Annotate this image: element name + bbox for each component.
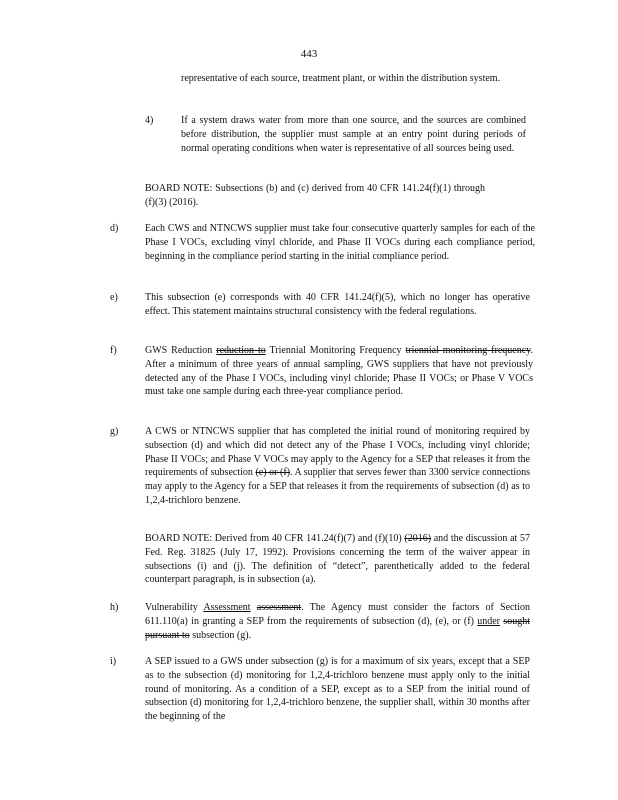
g-deleted-1: (e) or (f) [255, 467, 291, 479]
note2-deleted-1: (2016) [404, 533, 432, 544]
subsection-d-text: Each CWS and NTNCWS supplier must take four consecutive quarterly samples for each of the Phase I VOCs, excluding vinyl chloride, and Phase II VOCs during each compliance period, beginning in the compliance period starting in the initial compliance period. [145, 223, 535, 262]
subsection-f-text [145, 344, 533, 399]
h-text-1: Vulnerability [145, 602, 204, 613]
item-4-text: If a system draws water from more than one source, and the sources are combined before distribution, the supplier must sample at an entry point during periods of normal operating conditions when water is representative of all sources being used. [181, 115, 526, 154]
f-deleted-2: triennial monitoring frequency [405, 345, 531, 356]
note2-text-1: BOARD NOTE: Derived from 40 CFR 141.24(f)(7) and (f)(10) [145, 533, 405, 544]
continued-paragraph: representative of each source, treatment plant, or within the distribution system. [181, 73, 501, 84]
f-deleted-1: reduction to [216, 345, 266, 356]
board-note-1: BOARD NOTE: Subsections (b) and (c) derived from 40 CFR 141.24(f)(1) through (f)(3) (2016). [145, 183, 485, 208]
g-text-1: A CWS or NTNCWS supplier that has completed the initial round of monitoring required by subsection (d) and which did not detect any of the Phase I VOCs, including vinyl chloride; Phase II VOCs; and Phase V VOCs may apply to the Agency for a SEP that releases it from the requirements of subsection [145, 426, 530, 479]
h-inserted-1: Assessment [203, 602, 251, 613]
subsection-g-label: g) [110, 426, 119, 437]
page-number: 443 [300, 48, 318, 60]
subsection-g-text [145, 425, 530, 508]
f-text-3: . After a minimum of three years of annual sampling, GWS suppliers that have not previously detected any of the Phase I VOCs, including vinyl chloride; Phase II VOCs; or Phase V VOCs must take one sample during each three-year compliance period. [145, 345, 534, 398]
subsection-e-label: e) [110, 292, 118, 303]
subsection-d-label: d) [110, 223, 119, 234]
h-text-5: subsection (g). [189, 629, 252, 641]
subsection-f-label: f) [110, 345, 117, 356]
item-4-label: 4) [145, 115, 154, 126]
f-text-2: Triennial Monitoring Frequency [265, 345, 406, 356]
h-text-3: . The Agency must consider the factors of Section 611.110(a) in granting a SEP from the requirements of subsection (d), (e), or (f) [145, 602, 531, 627]
h-deleted-2: sought pursuant to [145, 615, 531, 641]
subsection-h-label: h) [110, 602, 119, 613]
f-text-1: GWS Reduction [145, 345, 217, 356]
g-text-2: . A supplier that serves fewer than 3300 service connections may apply to the Agency for a SEP that releases it from the requirements of subsection (d) as to 1,2,4-trichloro benzene. [145, 467, 531, 506]
note2-text-2: and the discussion at 57 Fed. Reg. 31825 (July 17, 1992). Provisions concerning the term of the waiver appear in subsections (i) and (j). The definition of “detect”, parenthetically added to the federal counterpart paragraph, is in subsection (a). [145, 533, 530, 586]
subsection-h-text [145, 601, 530, 642]
board-note-2 [145, 532, 530, 587]
subsection-i-label: i) [110, 656, 117, 667]
h-deleted-1: assessment [256, 602, 302, 613]
subsection-i-text: A SEP issued to a GWS under subsection (g) is for a maximum of six years, except that a SEP as to the subsection (d) monitoring for 1,2,4-trichloro benzene must apply only to the initial round of monitoring. As a condition of a SEP, except as to a SEP from the initial round of subsection (d) monitoring for 1,2,4-trichloro benzene, the supplier shall, within 30 months after the beginning of the [145, 656, 530, 723]
h-inserted-2: under [477, 615, 501, 627]
subsection-e-text: This subsection (e) corresponds with 40 CFR 141.24(f)(5), which no longer has operative effect. This statement maintains structural consistency with the federal regulations. [145, 292, 530, 317]
